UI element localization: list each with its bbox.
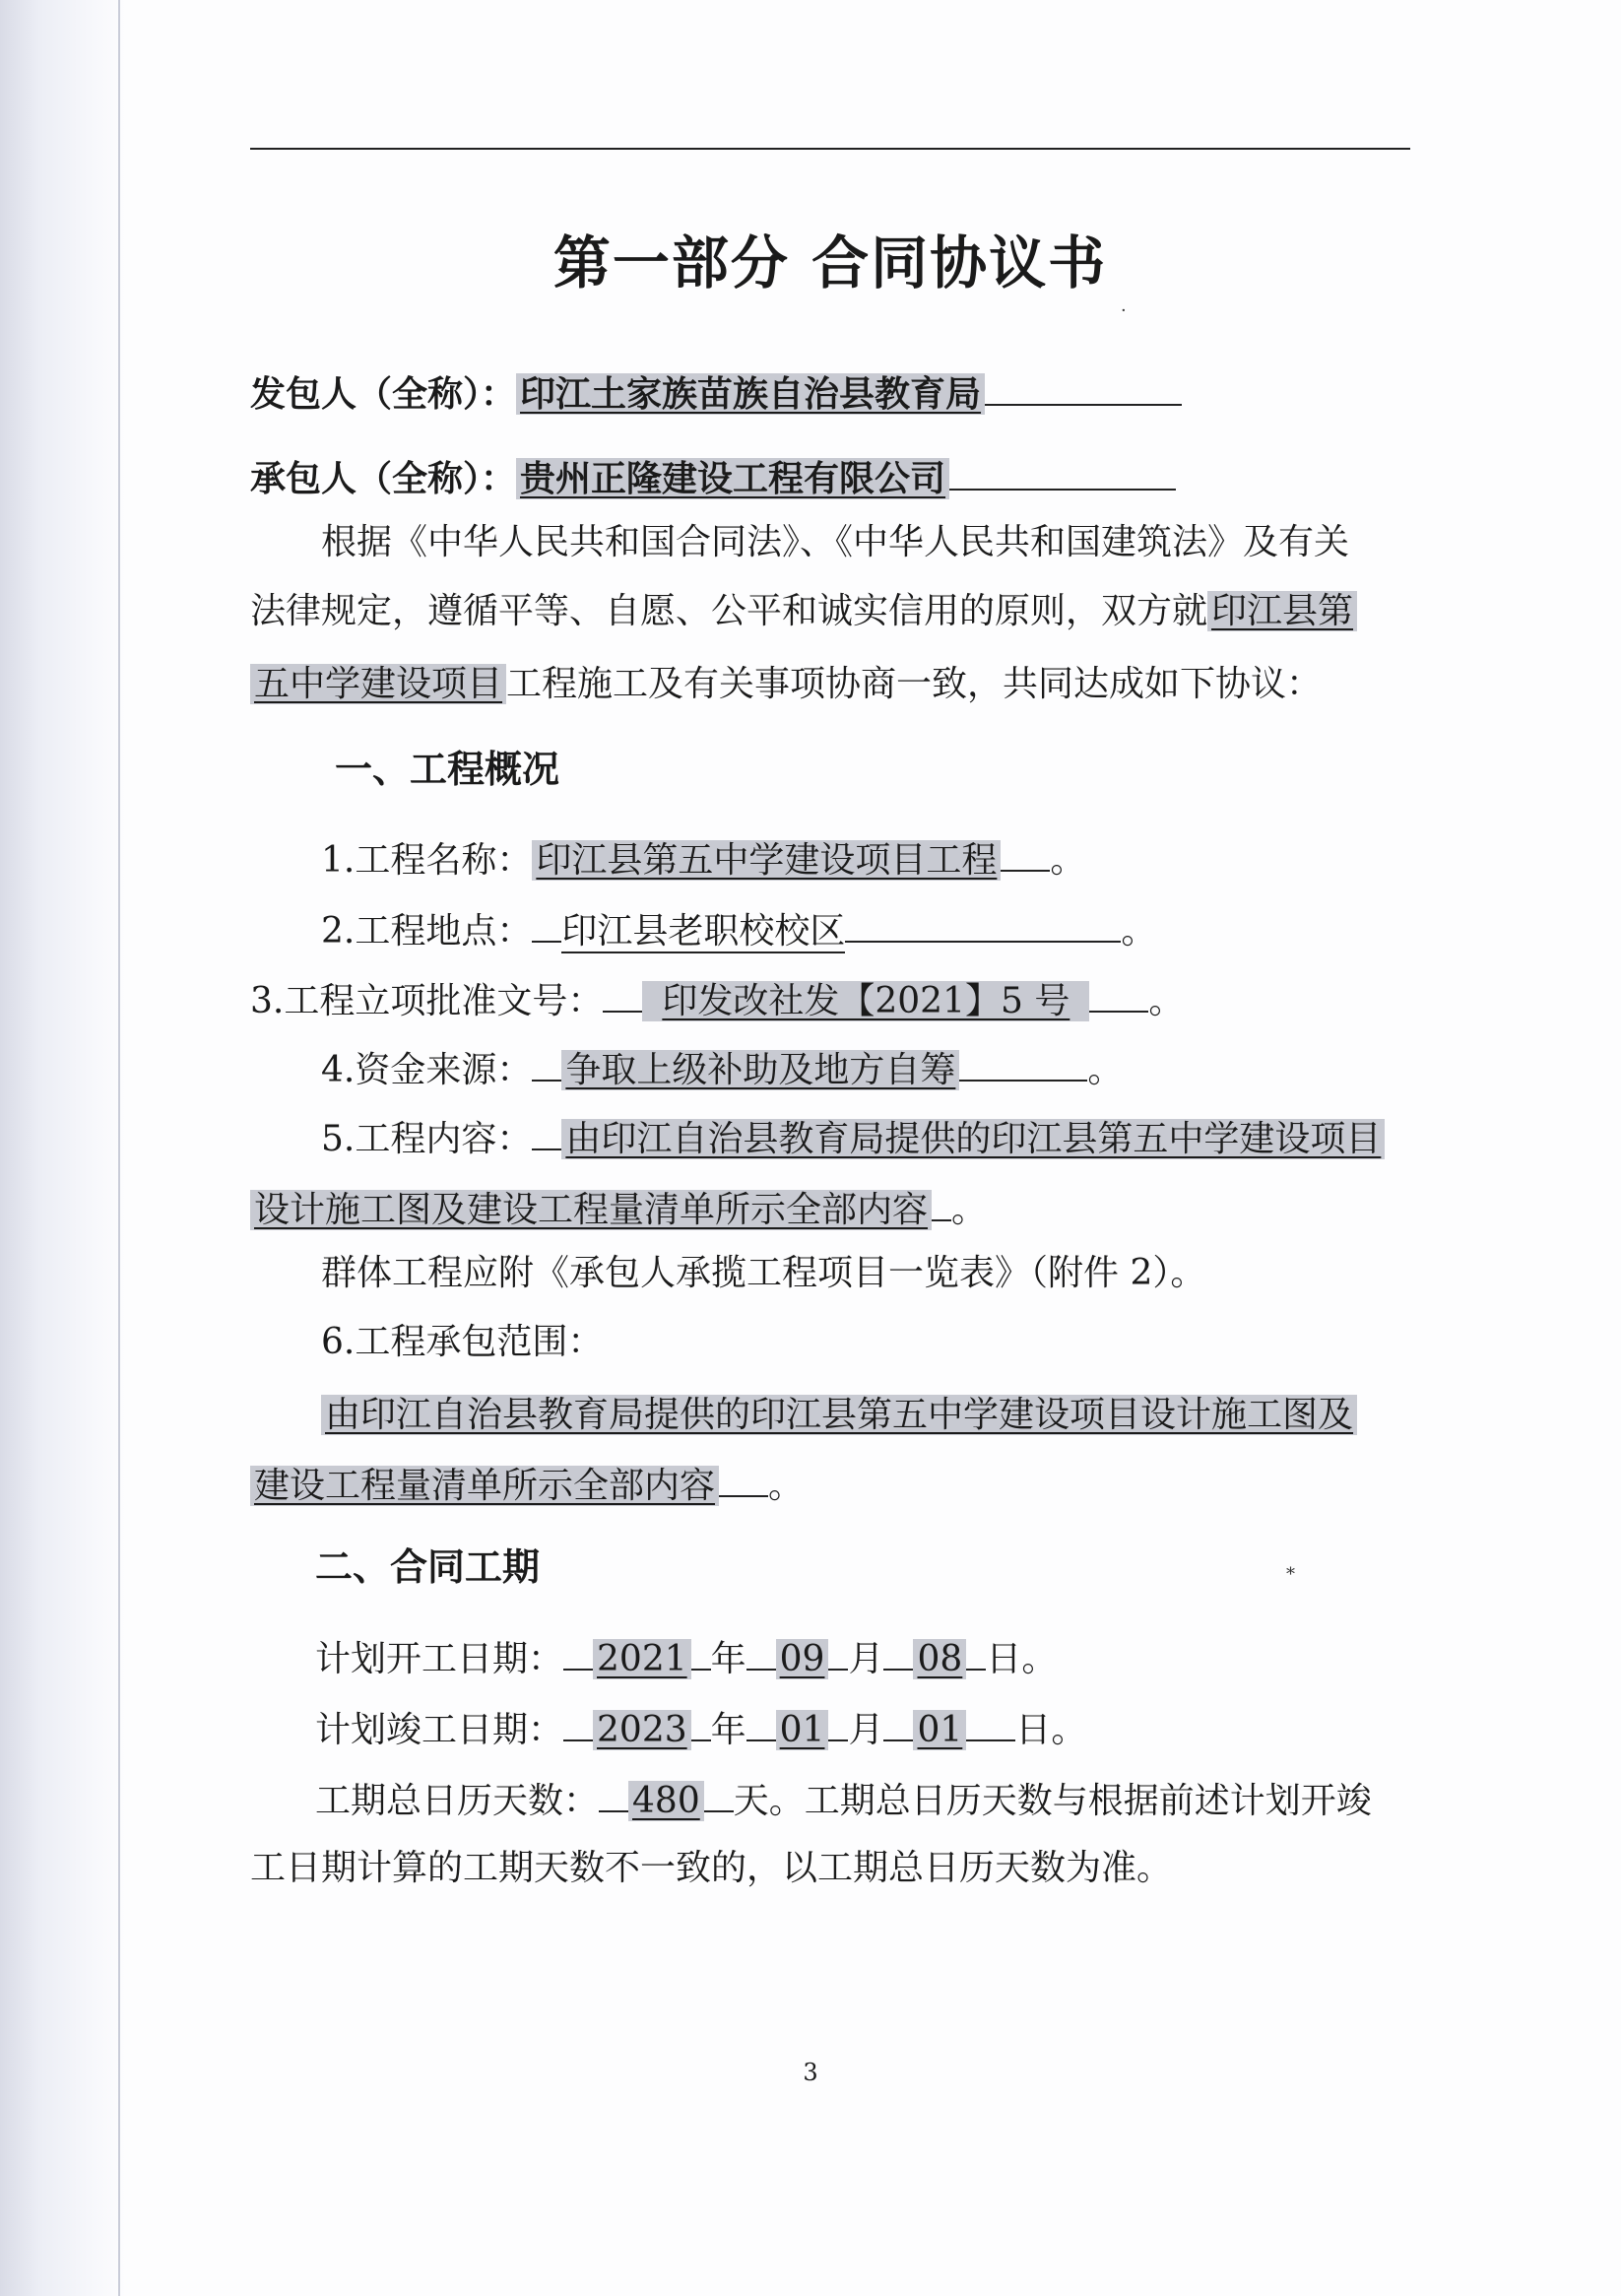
item1-value: 印江县第五中学建设项目工程: [532, 840, 1001, 881]
binding-edge: [0, 0, 126, 2296]
group-note: 群体工程应附《承包人承揽工程项目一览表》（附件 2）。: [321, 1253, 1206, 1293]
item3-blank: [1089, 973, 1148, 1013]
start-date-line: [315, 1631, 1477, 1684]
intro-line-1: 根据《中华人民共和国合同法》、《中华人民共和国建筑法》及有关: [321, 522, 1350, 562]
end-day-char: 日: [1015, 1710, 1052, 1750]
duration-blank-lead: [599, 1773, 628, 1812]
end-day-blank-lead: [883, 1702, 913, 1741]
end-period: 。: [1051, 1710, 1087, 1750]
end-year-blank: [691, 1702, 711, 1741]
page-number: 3: [803, 2059, 818, 2086]
intro-project-part2: 五中学建设项目: [250, 664, 506, 704]
item1-line: [321, 832, 1412, 886]
item6-blank: [719, 1458, 768, 1497]
start-year: 2021: [593, 1639, 691, 1679]
item6-period: 。: [768, 1466, 805, 1506]
section1-heading: 一、工程概况: [335, 747, 560, 791]
item4-blank-lead: [532, 1042, 561, 1082]
item3-label: 3.工程立项批准文号：: [250, 981, 604, 1021]
end-year: 2023: [593, 1710, 691, 1750]
item1-blank: [1001, 832, 1050, 872]
item5-blank: [932, 1182, 951, 1221]
start-year-char: 年: [710, 1639, 746, 1679]
scan-speck: ·: [1121, 300, 1127, 321]
item2-label: 2.工程地点：: [321, 911, 533, 951]
item6-value-line-1: [321, 1391, 1412, 1440]
start-year-blank-lead: [563, 1631, 593, 1671]
start-month-char: 月: [848, 1639, 884, 1679]
binding-line: [118, 0, 120, 2296]
contractor-line: [250, 451, 1412, 503]
end-day: 01: [913, 1710, 966, 1750]
duration-suffix: 天。工期总日历天数与根据前述计划开竣: [733, 1781, 1372, 1821]
item4-period: 。: [1087, 1050, 1124, 1090]
contractor-name: 贵州正隆建设工程有限公司: [516, 458, 949, 499]
item1-label: 1.工程名称：: [321, 840, 533, 881]
duration-line: [315, 1773, 1477, 1826]
employer-label: 发包人（全称）：: [250, 373, 517, 415]
start-period: 。: [1021, 1639, 1058, 1679]
item2-blank: [845, 903, 1121, 943]
item2-period: 。: [1121, 911, 1157, 951]
intro-line-3: [250, 660, 1412, 709]
item5-value-part2: 设计施工图及建设工程量清单所示全部内容: [250, 1190, 932, 1230]
start-day-blank: [966, 1631, 986, 1671]
item3-line: [250, 973, 1412, 1026]
duration-blank: [704, 1773, 734, 1812]
start-day-blank-lead: [883, 1631, 913, 1671]
end-day-blank: [966, 1702, 1015, 1741]
duration-line-2: 工日期计算的工期天数不一致的，以工期总日历天数为准。: [250, 1848, 1173, 1888]
start-day: 08: [913, 1639, 966, 1679]
start-label: 计划开工日期：: [315, 1639, 564, 1679]
item3-blank-lead: [603, 973, 642, 1013]
scan-speck: *: [1286, 1564, 1295, 1585]
top-rule: [250, 148, 1410, 150]
item5-value-part1: 由印江自治县教育局提供的印江县第五中学建设项目: [561, 1119, 1385, 1159]
item2-value: 印江县老职校校区: [561, 911, 846, 951]
intro-line-3-text: 工程施工及有关事项协商一致，共同达成如下协议：: [506, 664, 1323, 704]
item5-line-2: [250, 1182, 1412, 1235]
contractor-blank: [949, 451, 1176, 491]
employer-blank: [985, 366, 1182, 406]
item4-label: 4.资金来源：: [321, 1050, 533, 1090]
item6-line: 6.工程承包范围：: [321, 1322, 604, 1362]
start-day-char: 日: [986, 1639, 1022, 1679]
intro-line-2-text: 法律规定，遵循平等、自愿、公平和诚实信用的原则，双方就: [250, 591, 1208, 631]
intro-project-part1: 印江县第: [1207, 591, 1357, 631]
section2-heading: 二、合同工期: [315, 1544, 541, 1589]
item4-value: 争取上级补助及地方自筹: [561, 1050, 959, 1090]
item3-period: 。: [1148, 981, 1185, 1021]
end-year-blank-lead: [563, 1702, 593, 1741]
item3-value: 印发改社发【2021】5 号: [642, 981, 1089, 1021]
intro-line-2: [250, 587, 1412, 636]
duration-label: 工期总日历天数：: [315, 1781, 600, 1821]
end-month-blank: [828, 1702, 848, 1741]
item6-value-part1: 由印江自治县教育局提供的印江县第五中学建设项目设计施工图及: [321, 1395, 1357, 1435]
end-month-blank-lead: [746, 1702, 776, 1741]
item4-line: [321, 1042, 1412, 1095]
duration-days: 480: [628, 1781, 704, 1821]
end-month-char: 月: [848, 1710, 884, 1750]
end-label: 计划竣工日期：: [315, 1710, 564, 1750]
item5-period: 。: [951, 1190, 988, 1230]
start-month-blank-lead: [746, 1631, 776, 1671]
end-date-line: [315, 1702, 1477, 1755]
page-title: 第一部分 合同协议书: [552, 230, 1108, 296]
start-year-blank: [691, 1631, 711, 1671]
contractor-label: 承包人（全称）：: [250, 458, 517, 499]
end-year-char: 年: [710, 1710, 746, 1750]
end-month: 01: [776, 1710, 829, 1750]
start-month: 09: [776, 1639, 829, 1679]
item6-value-part2: 建设工程量清单所示全部内容: [250, 1466, 719, 1506]
start-month-blank: [828, 1631, 848, 1671]
employer-line: [250, 366, 1412, 419]
item6-value-line-2: [250, 1458, 1412, 1511]
item1-period: 。: [1050, 840, 1086, 881]
item2-line: [321, 903, 1412, 956]
employer-name: 印江土家族苗族自治县教育局: [516, 373, 985, 415]
item5-label: 5.工程内容：: [321, 1119, 533, 1159]
item5-blank-lead: [532, 1111, 561, 1150]
item2-blank-lead: [532, 903, 561, 943]
item5-line: [321, 1111, 1412, 1164]
item4-blank: [959, 1042, 1087, 1082]
